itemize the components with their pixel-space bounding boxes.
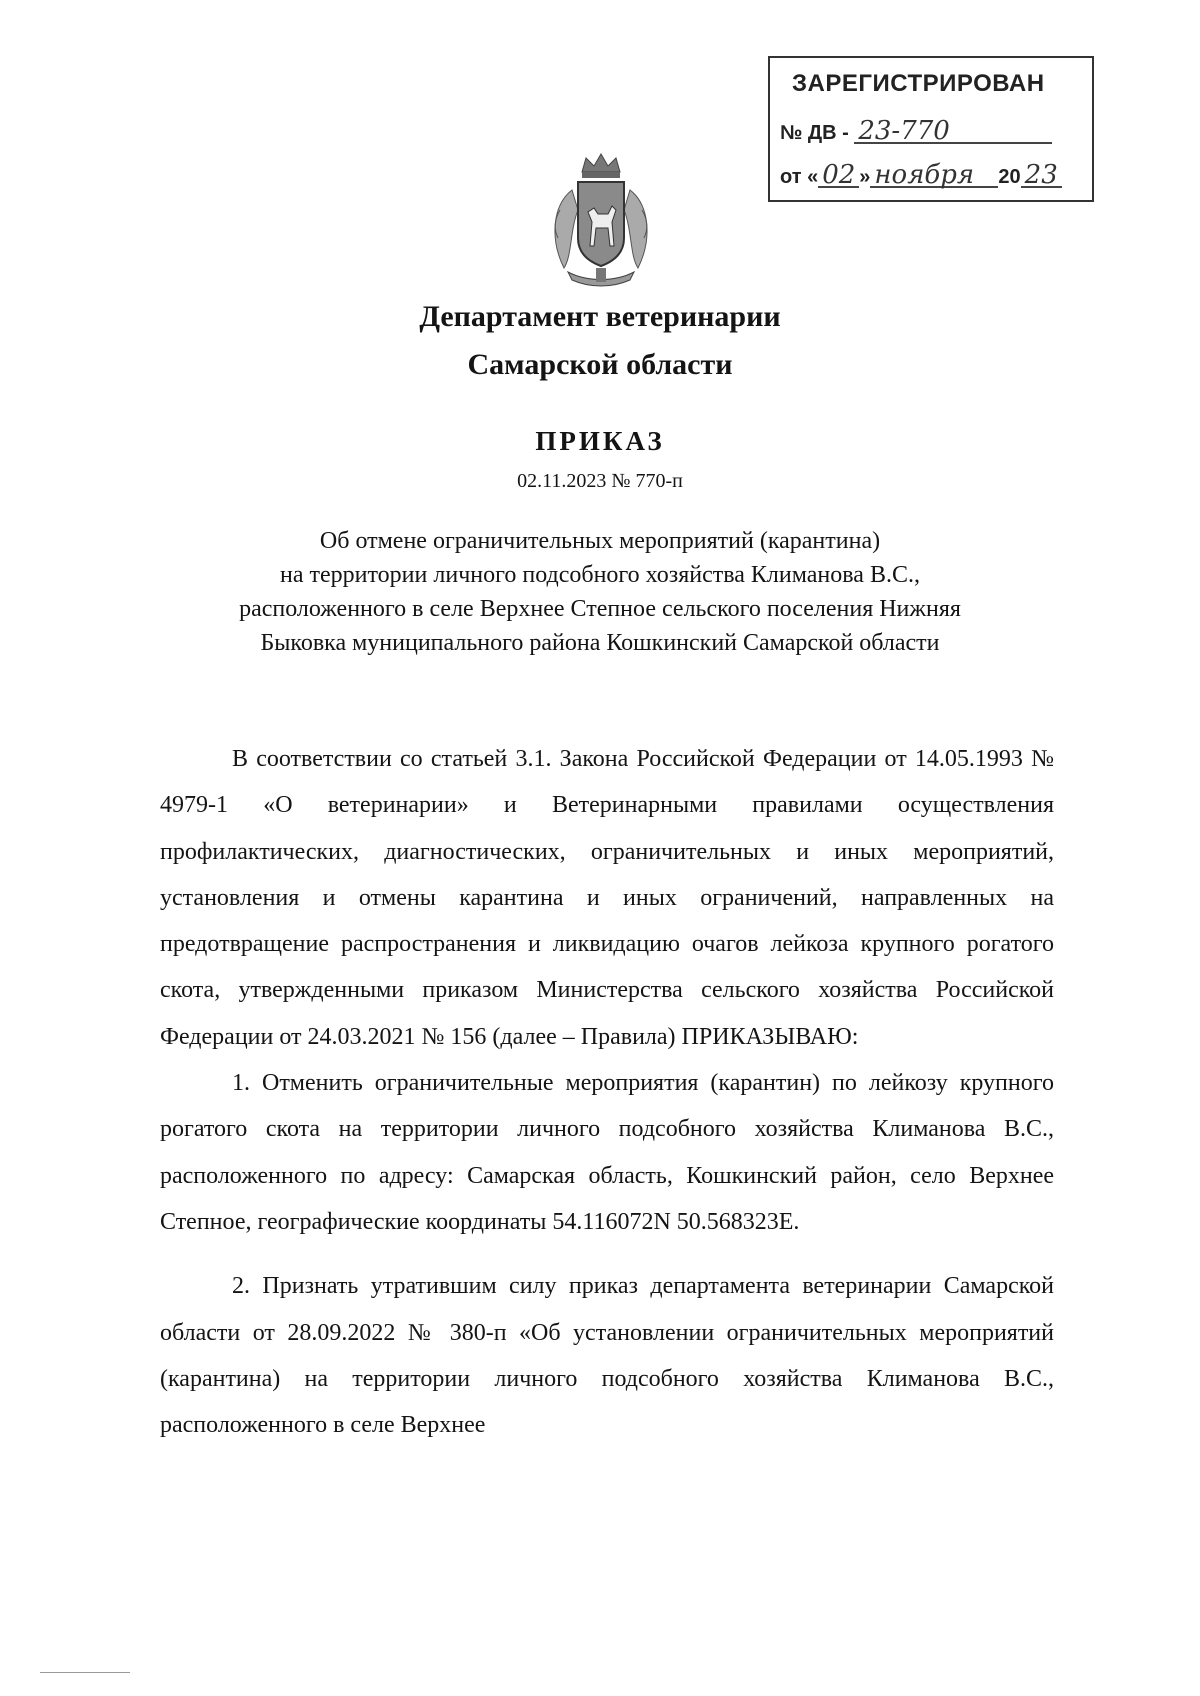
registration-stamp bbox=[768, 56, 1094, 202]
stamp-reg-number: 23-770 bbox=[854, 120, 1052, 144]
department-line-2: Самарской области bbox=[467, 348, 733, 381]
footer-divider bbox=[40, 1672, 130, 1673]
clause-2-paragraph: 2. Признать утратившим силу приказ департамента ветеринарии Самарской области от 28.09.2022 № 380-п «Об установлении ограничительных мероприятий (карантина) на территории личного подсобного хозяйства Климанова В.С., расположенного в селе Верхнее bbox=[160, 1273, 1054, 1439]
stamp-date-year-prefix: 20 bbox=[998, 166, 1021, 188]
stamp-date-close: » bbox=[859, 166, 871, 188]
stamp-date-prefix: от « bbox=[780, 166, 819, 188]
stamp-date-line bbox=[780, 160, 1062, 190]
stamp-reg-prefix: № ДВ - bbox=[780, 122, 849, 144]
subject-line-3: расположенного в селе Верхнее Степное сельского поселения Нижняя bbox=[239, 596, 961, 622]
subject-line-4: Быковка муниципального района Кошкинский Самарской области bbox=[260, 630, 940, 656]
stamp-reg-line bbox=[780, 116, 1052, 146]
department-line-1: Департамент ветеринарии bbox=[419, 300, 781, 333]
document-date-number: 02.11.2023 № 770-п bbox=[517, 470, 683, 492]
stamp-date-month: ноября bbox=[870, 164, 998, 188]
subject-line-1: Об отмене ограничительных мероприятий (карантина) bbox=[319, 528, 881, 554]
subject-line-2: на территории личного подсобного хозяйства Климанова В.С., bbox=[280, 562, 920, 588]
document-type: ПРИКАЗ bbox=[535, 426, 665, 456]
clause-1-paragraph: 1. Отменить ограничительные мероприятия (карантин) по лейкозу крупного рогатого скота на территории личного подсобного хозяйства Климанова В.С., расположенного по адресу: Самарская область, Кошкинский район, село Верхнее Степное, географические координаты 54.116072N 50.568323E. bbox=[160, 1070, 1054, 1235]
stamp-title: ЗАРЕГИСТРИРОВАН bbox=[792, 70, 1045, 97]
document-body bbox=[160, 736, 1054, 1448]
stamp-date-day: 02 bbox=[818, 164, 859, 188]
intro-paragraph: В соответствии со статьей 3.1. Закона Российской Федерации от 14.05.1993 № 4979-1 «О ветеринарии» и Ветеринарными правилами осуществления профилактических, диагностических, ограничительных и иных мероприятий, установления и отмены карантина и иных ограничений, направленных на предотвращение распространения и ликвидацию очагов лейкоза крупного рогатого скота, утвержденными приказом Министерства сельского хозяйства Российской Федерации от 24.03.2021 № 156 (далее – Правила) ПРИКАЗЫВАЮ: bbox=[160, 746, 1054, 1050]
stamp-date-year: 23 bbox=[1021, 164, 1062, 188]
coat-of-arms-icon bbox=[542, 150, 660, 290]
